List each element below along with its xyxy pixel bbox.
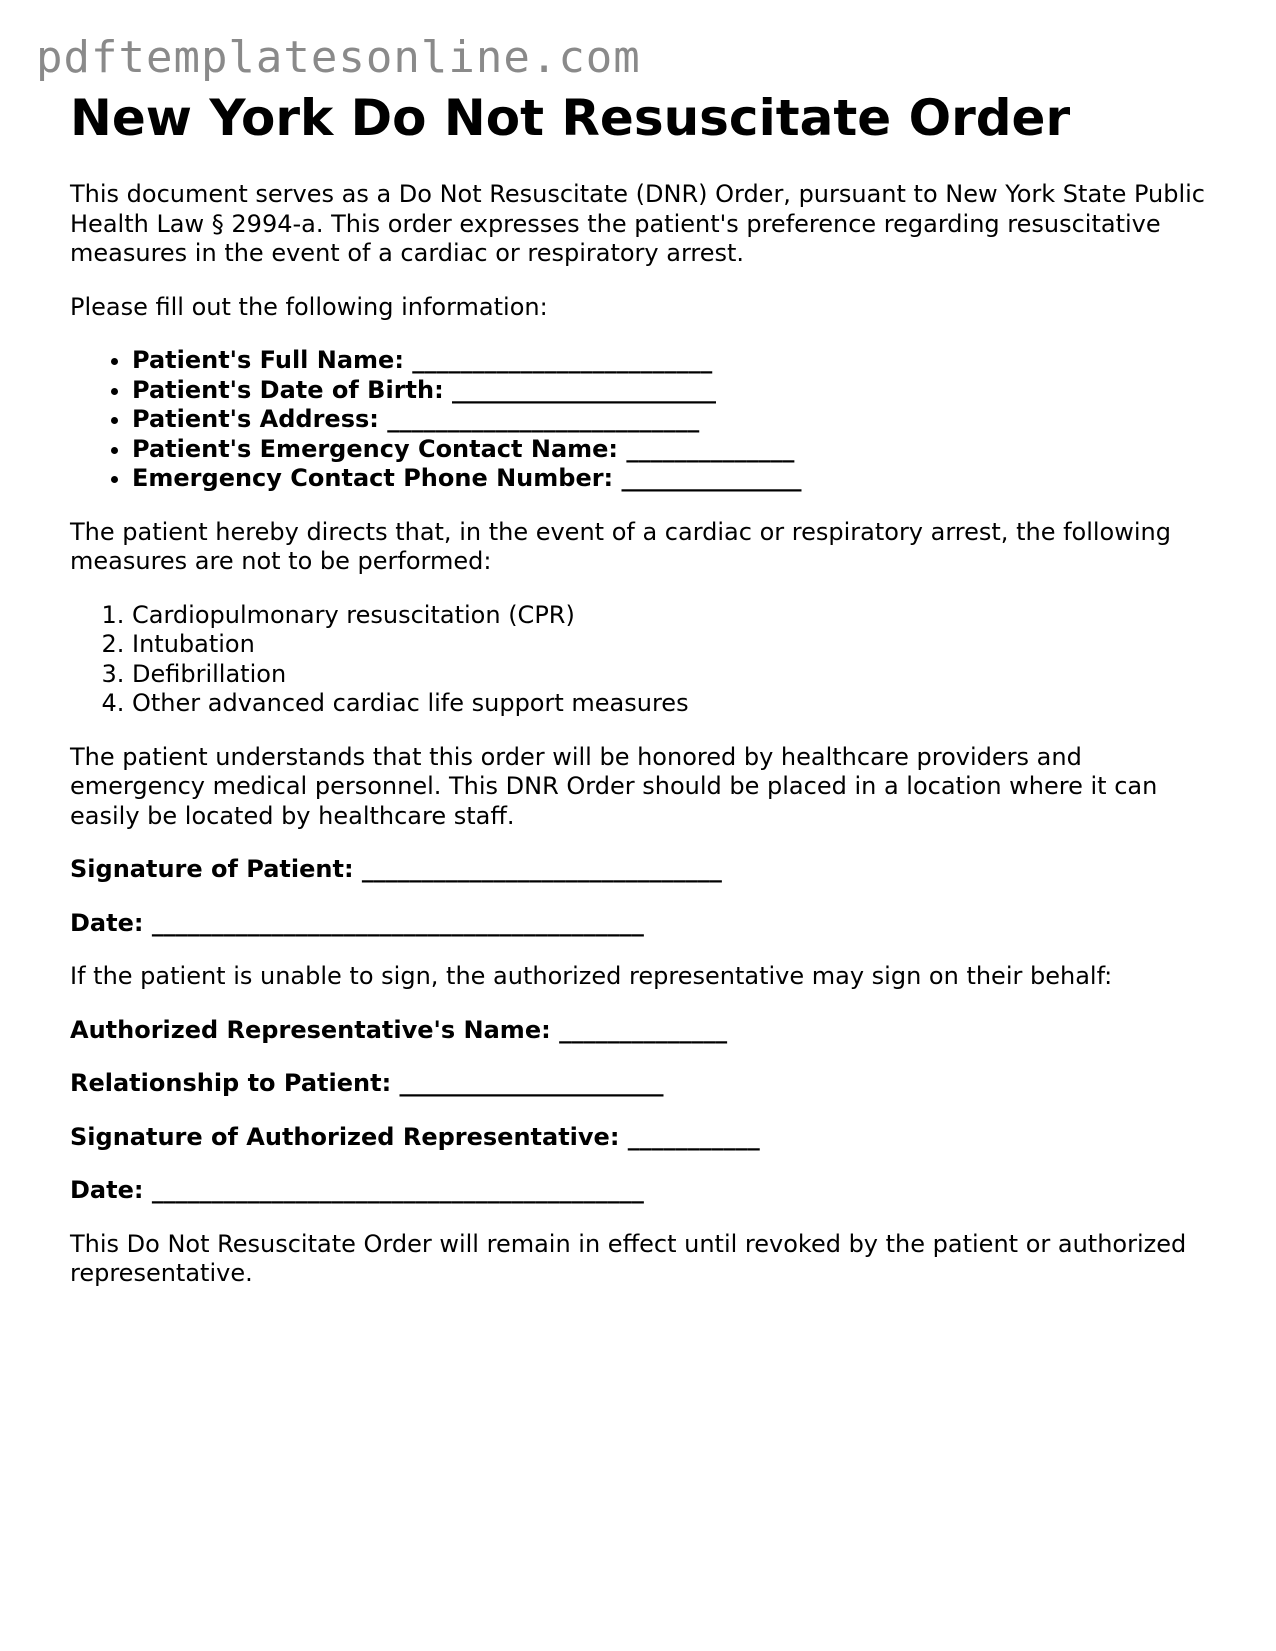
fill-prompt: Please fill out the following information: bbox=[70, 292, 548, 321]
measure-item: 1. Cardiopulmonary resuscitation (CPR) bbox=[132, 601, 1210, 631]
field-label: Patient's Date of Birth: bbox=[132, 375, 444, 404]
date-line-patient bbox=[70, 909, 1210, 939]
patient-info-list bbox=[70, 346, 1210, 494]
signature-of-patient-line bbox=[70, 855, 1210, 885]
field-emergency-contact-name bbox=[132, 435, 1210, 465]
understanding-paragraph: The patient understands that this order will be honored by healthcare providers and emergency medical personnel. This DNR Order should be placed in a location where it can easily be located by healthcare staff. bbox=[70, 742, 1158, 830]
field-emergency-contact-phone bbox=[132, 464, 1210, 494]
watermark-text: pdftemplatesonline.com bbox=[36, 32, 641, 83]
field-label: Relationship to Patient: bbox=[70, 1069, 392, 1097]
field-blank[interactable]: _________________________ bbox=[412, 346, 713, 374]
intro-paragraph: This document serves as a Do Not Resuscitate (DNR) Order, pursuant to New York State Public Health Law § 2994-a. This order expresses the patient's preference regarding resuscitative measures in the event of a cardiac or respiratory arrest. bbox=[70, 180, 1205, 267]
representative-name-line bbox=[70, 1016, 1210, 1046]
representative-signature-line bbox=[70, 1123, 1210, 1153]
field-blank[interactable]: __________________________ bbox=[387, 405, 700, 433]
field-patient-full-name bbox=[132, 346, 1210, 376]
closing-paragraph: This Do Not Resuscitate Order will remain in effect until revoked by the patient or authorized representative. bbox=[70, 1229, 1187, 1287]
field-patient-date-of-birth bbox=[132, 376, 1210, 406]
field-label: Patient's Full Name: bbox=[132, 346, 404, 374]
measure-item: 3. Defibrillation bbox=[132, 660, 1210, 690]
field-blank[interactable]: _________________________________________ bbox=[151, 1176, 644, 1204]
field-label: Patient's Emergency Contact Name: bbox=[132, 434, 619, 463]
field-patient-address bbox=[132, 405, 1210, 435]
field-label: Signature of Authorized Representative: bbox=[70, 1122, 620, 1151]
field-blank[interactable]: ______________________ bbox=[452, 375, 717, 404]
date-line-representative bbox=[70, 1176, 1210, 1206]
field-label: Date: bbox=[70, 1176, 144, 1204]
directive-paragraph: The patient hereby directs that, in the event of a cardiac or respiratory arrest, the following measures are not to be performed: bbox=[70, 517, 1171, 575]
field-blank[interactable]: ______________________________ bbox=[361, 855, 722, 883]
field-blank[interactable]: ______________ bbox=[559, 1015, 728, 1044]
field-blank[interactable]: _______________ bbox=[621, 464, 802, 492]
field-label: Emergency Contact Phone Number: bbox=[132, 464, 614, 492]
measure-item: 2. Intubation bbox=[132, 630, 1210, 660]
field-blank[interactable]: ______________________ bbox=[399, 1069, 664, 1097]
field-blank[interactable]: ___________ bbox=[627, 1122, 760, 1151]
field-blank[interactable]: ______________ bbox=[626, 434, 795, 463]
measure-item: 4. Other advanced cardiac life support measures bbox=[132, 689, 1210, 719]
unable-to-sign-note: If the patient is unable to sign, the authorized representative may sign on their behalf: bbox=[70, 962, 1113, 990]
field-label: Date: bbox=[70, 908, 144, 937]
field-label: Signature of Patient: bbox=[70, 855, 354, 883]
document-page bbox=[70, 88, 1210, 1289]
field-blank[interactable]: _________________________________________ bbox=[151, 908, 644, 937]
field-label: Authorized Representative's Name: bbox=[70, 1015, 551, 1044]
relationship-line bbox=[70, 1069, 1210, 1099]
field-label: Patient's Address: bbox=[132, 405, 379, 433]
measures-list bbox=[70, 601, 1210, 719]
document-title: New York Do Not Resuscitate Order bbox=[70, 89, 1071, 147]
